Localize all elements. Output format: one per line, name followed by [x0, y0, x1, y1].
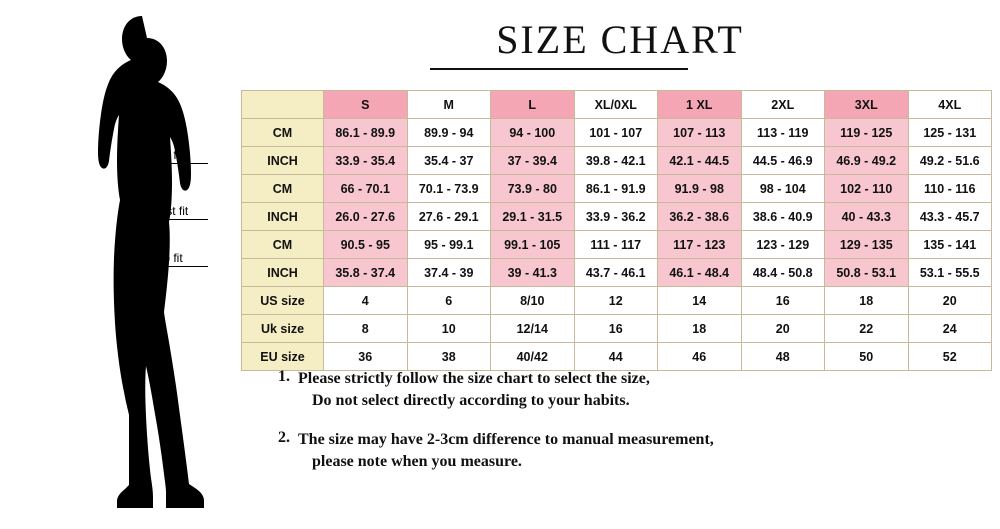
- table-row: [242, 343, 992, 371]
- cell-hip-cm-m: 95 - 99.1: [407, 231, 491, 259]
- row-label-eu-size: EU size: [242, 343, 324, 371]
- cell-waist-cm-l: 73.9 - 80: [491, 175, 575, 203]
- cell-waist-cm-2xl: 98 - 104: [741, 175, 825, 203]
- cell-us-size-m: 6: [407, 287, 491, 315]
- cell-bust-inch-1xl: 42.1 - 44.5: [658, 147, 742, 175]
- cell-uk-size-m: 10: [407, 315, 491, 343]
- cell-waist-cm-1xl: 91.9 - 98: [658, 175, 742, 203]
- cell-bust-inch-xl: 39.8 - 42.1: [574, 147, 658, 175]
- note-2-line-1: The size may have 2-3cm difference to manual measurement,: [298, 431, 714, 449]
- row-label-hip-inch: INCH: [242, 259, 324, 287]
- cell-hip-inch-4xl: 53.1 - 55.5: [908, 259, 992, 287]
- cell-bust-inch-m: 35.4 - 37: [407, 147, 491, 175]
- note-item-2: [268, 429, 968, 472]
- page-title: SIZE CHART: [496, 17, 744, 62]
- table-header-row: [242, 91, 992, 119]
- cell-eu-size-3xl: 50: [825, 343, 909, 371]
- cell-waist-inch-s: 26.0 - 27.6: [324, 203, 408, 231]
- note-1-line-1: Please strictly follow the size chart to select the size,: [298, 370, 650, 387]
- cell-us-size-s: 4: [324, 287, 408, 315]
- note-2-body: [298, 429, 714, 472]
- cell-bust-inch-s: 33.9 - 35.4: [324, 147, 408, 175]
- size-header-4xl: 4XL: [908, 91, 992, 119]
- size-header-l: L: [491, 91, 575, 119]
- cell-bust-cm-m: 89.9 - 94: [407, 119, 491, 147]
- title-underline: [430, 68, 688, 70]
- cell-bust-cm-3xl: 119 - 125: [825, 119, 909, 147]
- cell-eu-size-2xl: 48: [741, 343, 825, 371]
- cell-bust-inch-2xl: 44.5 - 46.9: [741, 147, 825, 175]
- table-row: [242, 175, 992, 203]
- cell-eu-size-4xl: 52: [908, 343, 992, 371]
- cell-hip-inch-s: 35.8 - 37.4: [324, 259, 408, 287]
- size-header-3xl: 3XL: [825, 91, 909, 119]
- cell-uk-size-4xl: 24: [908, 315, 992, 343]
- table-row: [242, 231, 992, 259]
- cell-hip-inch-m: 37.4 - 39: [407, 259, 491, 287]
- cell-bust-cm-xl: 101 - 107: [574, 119, 658, 147]
- cell-hip-inch-3xl: 50.8 - 53.1: [825, 259, 909, 287]
- cell-bust-cm-l: 94 - 100: [491, 119, 575, 147]
- cell-us-size-3xl: 18: [825, 287, 909, 315]
- row-label-bust-inch: INCH: [242, 147, 324, 175]
- cell-bust-inch-4xl: 49.2 - 51.6: [908, 147, 992, 175]
- cell-uk-size-3xl: 22: [825, 315, 909, 343]
- cell-uk-size-s: 8: [324, 315, 408, 343]
- table-row: [242, 203, 992, 231]
- size-header-xl-0xl: XL/0XL: [574, 91, 658, 119]
- size-header-1xl: 1 XL: [658, 91, 742, 119]
- cell-us-size-1xl: 14: [658, 287, 742, 315]
- note-1-line-2: Do not select directly according to your habits.: [312, 391, 630, 409]
- cell-hip-cm-l: 99.1 - 105: [491, 231, 575, 259]
- cell-hip-cm-3xl: 129 - 135: [825, 231, 909, 259]
- cell-us-size-4xl: 20: [908, 287, 992, 315]
- table-row: [242, 147, 992, 175]
- cell-waist-inch-2xl: 38.6 - 40.9: [741, 203, 825, 231]
- cell-eu-size-s: 36: [324, 343, 408, 371]
- cell-waist-inch-1xl: 36.2 - 38.6: [658, 203, 742, 231]
- bust-fit-callout-line: [146, 163, 208, 164]
- cell-hip-cm-xl: 111 - 117: [574, 231, 658, 259]
- cell-waist-inch-m: 27.6 - 29.1: [407, 203, 491, 231]
- cell-waist-cm-3xl: 102 - 110: [825, 175, 909, 203]
- size-header-2xl: 2XL: [741, 91, 825, 119]
- row-label-hip-cm: CM: [242, 231, 324, 259]
- cell-eu-size-xl: 44: [574, 343, 658, 371]
- notes-section: [268, 368, 968, 490]
- cell-hip-cm-2xl: 123 - 129: [741, 231, 825, 259]
- cell-bust-cm-1xl: 107 - 113: [658, 119, 742, 147]
- cell-waist-inch-xl: 33.9 - 36.2: [574, 203, 658, 231]
- cell-uk-size-xl: 16: [574, 315, 658, 343]
- cell-bust-inch-l: 37 - 39.4: [491, 147, 575, 175]
- table-row: [242, 315, 992, 343]
- cell-hip-inch-l: 39 - 41.3: [491, 259, 575, 287]
- bust-fit-label: Bust fit: [146, 148, 183, 162]
- cell-hip-inch-1xl: 46.1 - 48.4: [658, 259, 742, 287]
- note-item-1: [268, 368, 968, 411]
- cell-hip-cm-1xl: 117 - 123: [658, 231, 742, 259]
- row-label-uk-size: Uk size: [242, 315, 324, 343]
- cell-uk-size-1xl: 18: [658, 315, 742, 343]
- model-silhouette-illustration: [0, 0, 250, 529]
- cell-waist-cm-m: 70.1 - 73.9: [407, 175, 491, 203]
- cell-waist-cm-4xl: 110 - 116: [908, 175, 992, 203]
- note-1-body: [298, 368, 650, 411]
- hip-fit-callout-line: [146, 266, 208, 267]
- cell-uk-size-2xl: 20: [741, 315, 825, 343]
- size-header-s: S: [324, 91, 408, 119]
- table-row: [242, 259, 992, 287]
- waist-fit-callout-line: [146, 219, 208, 220]
- size-chart-table: [241, 90, 992, 371]
- cell-waist-inch-l: 29.1 - 31.5: [491, 203, 575, 231]
- cell-waist-inch-3xl: 40 - 43.3: [825, 203, 909, 231]
- cell-us-size-l: 8/10: [491, 287, 575, 315]
- cell-eu-size-1xl: 46: [658, 343, 742, 371]
- cell-waist-inch-4xl: 43.3 - 45.7: [908, 203, 992, 231]
- cell-bust-inch-3xl: 46.9 - 49.2: [825, 147, 909, 175]
- cell-eu-size-l: 40/42: [491, 343, 575, 371]
- cell-waist-cm-s: 66 - 70.1: [324, 175, 408, 203]
- row-label-waist-cm: CM: [242, 175, 324, 203]
- note-2-number: 2.: [278, 429, 290, 447]
- table-row: [242, 287, 992, 315]
- hip-fit-label: Hip fit: [152, 251, 183, 265]
- cell-bust-cm-4xl: 125 - 131: [908, 119, 992, 147]
- table-corner-header: [242, 91, 324, 119]
- cell-hip-inch-2xl: 48.4 - 50.8: [741, 259, 825, 287]
- cell-bust-cm-2xl: 113 - 119: [741, 119, 825, 147]
- row-label-waist-inch: INCH: [242, 203, 324, 231]
- cell-eu-size-m: 38: [407, 343, 491, 371]
- cell-bust-cm-s: 86.1 - 89.9: [324, 119, 408, 147]
- note-2-line-2: please note when you measure.: [312, 452, 522, 470]
- waist-fit-label: Waist fit: [146, 204, 189, 218]
- size-chart-table-container: [241, 90, 991, 371]
- size-header-m: M: [407, 91, 491, 119]
- row-label-bust-cm: CM: [242, 119, 324, 147]
- cell-hip-cm-s: 90.5 - 95: [324, 231, 408, 259]
- cell-hip-cm-4xl: 135 - 141: [908, 231, 992, 259]
- table-row: [242, 119, 992, 147]
- cell-hip-inch-xl: 43.7 - 46.1: [574, 259, 658, 287]
- cell-us-size-2xl: 16: [741, 287, 825, 315]
- row-label-us-size: US size: [242, 287, 324, 315]
- cell-uk-size-l: 12/14: [491, 315, 575, 343]
- note-1-number: 1.: [278, 368, 290, 385]
- cell-us-size-xl: 12: [574, 287, 658, 315]
- cell-waist-cm-xl: 86.1 - 91.9: [574, 175, 658, 203]
